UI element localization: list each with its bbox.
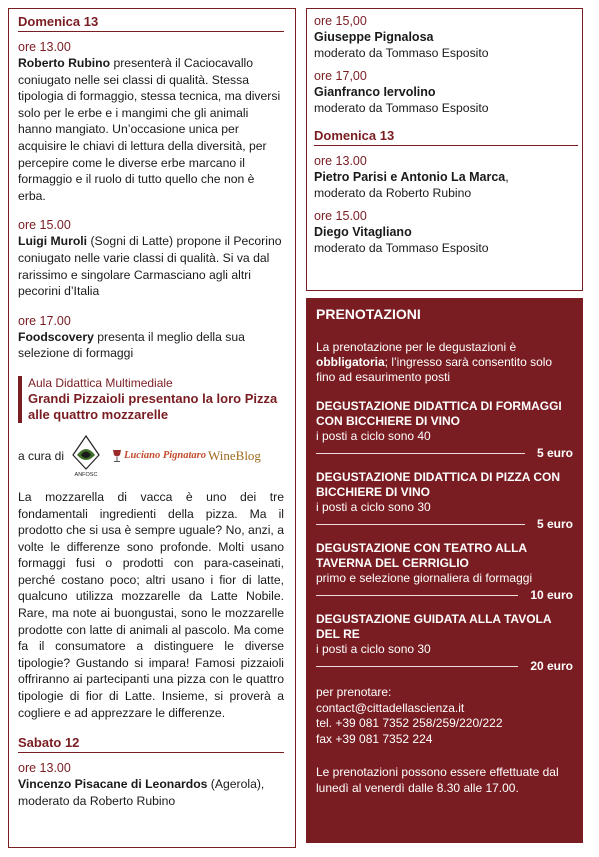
degustazione-item (316, 399, 573, 460)
cura-label: a cura di (18, 448, 65, 463)
contact-label: per prenotare: (316, 685, 392, 699)
event-time: ore 15,00 (314, 14, 367, 28)
aula-title: Grandi Pizzaioli presentano la loro Pizza alle quattro mozzarelle (28, 390, 278, 422)
event-time: ore 15.00 (18, 218, 71, 233)
event-moderator: moderato da Tommaso Esposito (314, 241, 489, 255)
section-header-domenica: Domenica 13 (18, 14, 284, 32)
prenotazioni-panel (306, 298, 583, 843)
price-rule (316, 666, 518, 667)
event-name: Vincenzo Pisacane di Leonardos (18, 777, 208, 792)
contact-email[interactable]: contact@cittadellascienza.it (316, 700, 465, 715)
contact-fax: fax +39 081 7352 224 (316, 731, 433, 746)
price-rule (316, 524, 525, 525)
degustazione-price: 5 euro (316, 446, 573, 460)
svg-text:ANFOSC: ANFOSC (74, 471, 98, 477)
event-name: Luigi Muroli (18, 234, 88, 249)
anfosc-logo (72, 435, 100, 477)
price-rule (316, 595, 518, 596)
degustazione-price: 20 euro (316, 659, 573, 673)
right-column-top (314, 14, 578, 256)
degustazione-item (316, 612, 573, 673)
degustazione-price: 5 euro (316, 517, 573, 531)
event-description: Foodscovery presenta il meglio della sua selezione di formaggi (18, 329, 245, 361)
section-header-domenica: Domenica 13 (314, 128, 578, 146)
event-description: Roberto Rubino presenterà il Caciocavallo coniugato nelle sei classi di qualità. Stessa tipologia di formaggio, stessa tecnica, ma diversi solo per le erbe e i mangimi che gli animali hanno mangiato. Un’occasione unica per acquisire le chiavi di lettura della diversità, per percepire come le diverse erbe marcano il formaggio e il ruolo di tutto quello che non è erba. (18, 56, 281, 203)
price-rule (316, 453, 525, 454)
event-moderator: moderato da Tommaso Esposito (314, 101, 489, 115)
panel-footer: Le prenotazioni possono essere effettuate dal lunedì al venerdì dalle 8.30 alle 17.00. (316, 765, 559, 795)
event-time: ore 13.00 (18, 761, 71, 776)
aula-label: Aula Didattica Multimediale (28, 375, 173, 390)
event-time: ore 17,00 (314, 69, 367, 83)
degustazione-item (316, 470, 573, 531)
event-name: Gianfranco Iervolino (314, 85, 436, 99)
degustazione-places: primo e selezione giornaliera di formaggi (316, 571, 533, 585)
event-moderator: moderato da Roberto Rubino (314, 186, 472, 200)
event-moderator: moderato da Tommaso Esposito (314, 46, 489, 60)
degustazione-title: DEGUSTAZIONE DIDATTICA DI PIZZA CON BICCHIERE DI VINO (316, 470, 560, 499)
degustazione-places: i posti a ciclo sono 30 (316, 642, 431, 656)
event-name: Diego Vitagliano (314, 225, 412, 239)
event-time: ore 13.00 (18, 40, 71, 54)
curated-by (18, 433, 284, 479)
degustazione-places: i posti a ciclo sono 40 (316, 429, 431, 443)
degustazione-price: 10 euro (316, 588, 573, 602)
wineblog-logo: Luciano Pignataro WineBlog (110, 448, 261, 464)
event-name: Roberto Rubino (18, 56, 111, 70)
degustazione-title: DEGUSTAZIONE GUIDATA ALLA TAVOLA DEL RE (316, 612, 552, 641)
contact-tel: tel. +39 081 7352 258/259/220/222 (316, 716, 503, 730)
panel-title: PRENOTAZIONI (316, 306, 421, 322)
panel-intro: La prenotazione per le degustazioni è obbligatoria; l’ingresso sarà consentito solo fino ad esaurimento posti (316, 340, 553, 384)
event-name: Pietro Parisi e Antonio La Marca, (314, 170, 509, 184)
event-name: Giuseppe Pignalosa (314, 30, 434, 44)
left-column (18, 14, 284, 809)
wine-glass-icon (110, 449, 124, 463)
mozzarella-description: La mozzarella di vacca è uno dei tre fondamentali ingredienti della pizza. Ma il prodotto che si usa è sempre uguale? No, anzi, a volte le differenze sono profonde. Molti usano formaggi fusi o prodotti con para-caseinati, perché costano poco; altri usano i fior di latte, qualcuno utilizza mozzarelle da Latte Nobile. Rare, ma note ai buongustai, sono le mozzarelle prodotte con latte di animali al pascolo. Ma come fa il consumatore a distinguere le diverse tipologie? Gustando si impara! Famosi pizzaioli offriranno ai partecipanti una pizza con le quattro tipologie di fior di Latte. Insieme, si proverà a cogliere e ad apprezzare le differenze. (18, 489, 284, 720)
section-header-sabato: Sabato 12 (18, 735, 284, 753)
contact-info (316, 685, 573, 747)
event-name: Foodscovery (18, 329, 94, 344)
degustazione-title: DEGUSTAZIONE CON TEATRO ALLA TAVERNA DEL CERRIGLIO (316, 541, 527, 570)
event-description: Vincenzo Pisacane di Leonardos (Agerola), moderato da Roberto Rubino (18, 777, 265, 808)
degustazione-item (316, 541, 573, 602)
event-time: ore 15.00 (314, 209, 367, 223)
event-time: ore 13.00 (314, 154, 367, 168)
event-time: ore 17.00 (18, 313, 71, 328)
degustazione-title: DEGUSTAZIONE DIDATTICA DI FORMAGGI CON BICCHIERE DI VINO (316, 399, 562, 428)
event-description: Luigi Muroli (Sogni di Latte) propone il Pecorino coniugato nelle varie classi di qualità. Si va dal rarissimo e singolare Carmasciano agli altri pecorini d’Italia (18, 234, 282, 299)
degustazione-places: i posti a ciclo sono 30 (316, 500, 431, 514)
aula-block (18, 376, 284, 423)
